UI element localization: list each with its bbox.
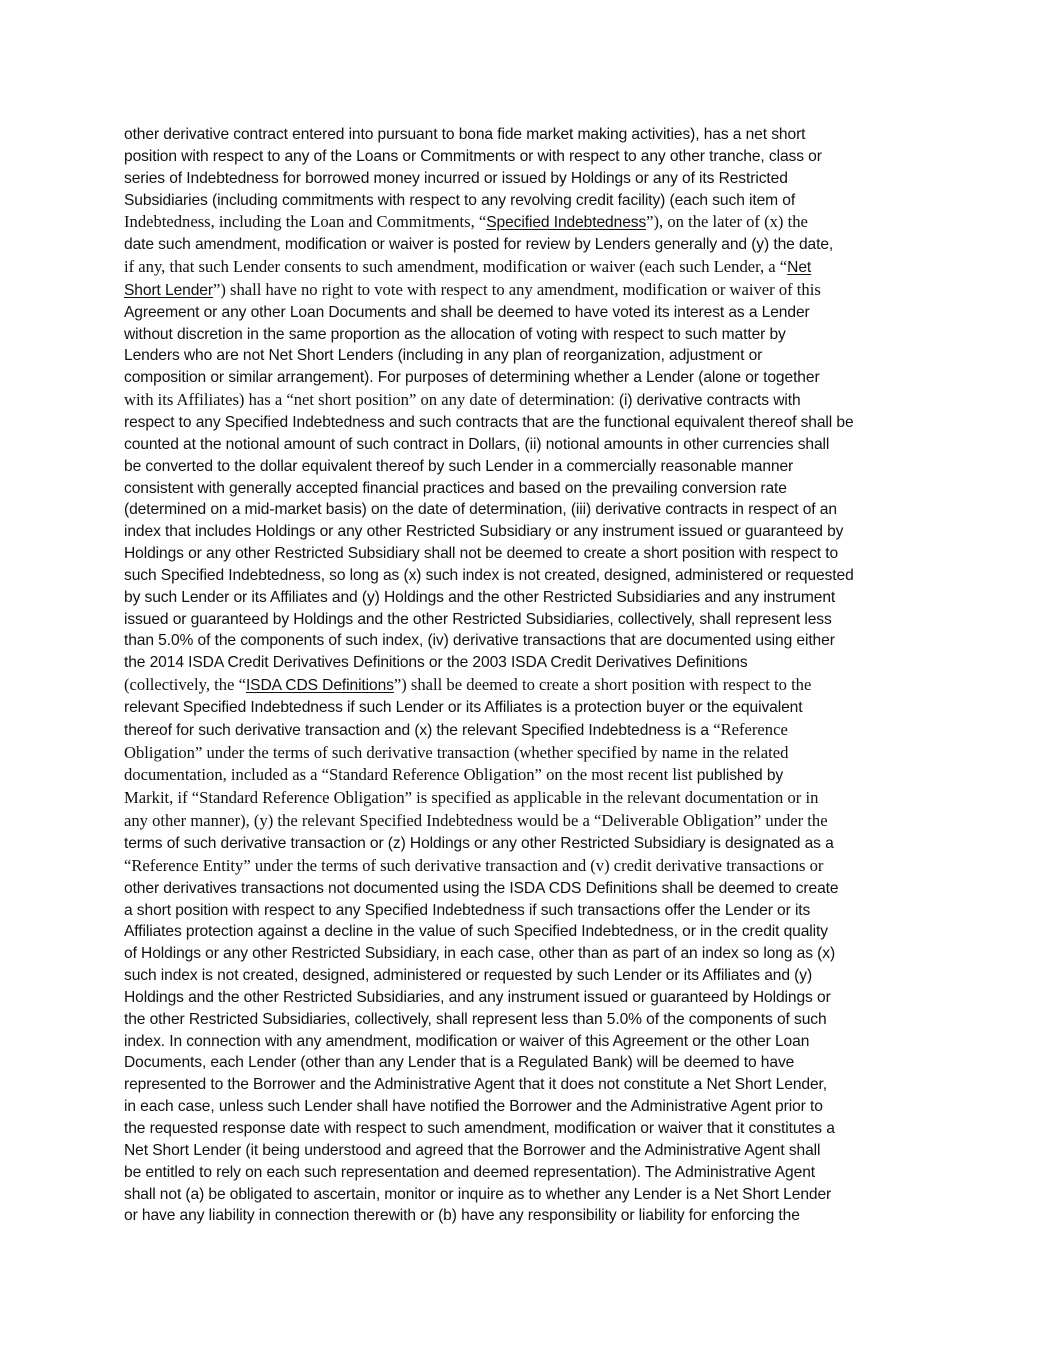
text-line: Net Short Lender (it being understood and agreed that the Borrower and the Administrative Agent shall — [124, 1141, 821, 1159]
text-line: Agreement or any other Loan Documents and shall be deemed to have voted its interest as a Lender — [124, 303, 810, 321]
text-line: or have any liability in connection therewith or (b) have any responsibility or liability for enforcing the — [124, 1207, 800, 1225]
text-line — [124, 211, 940, 234]
text-line — [124, 764, 940, 787]
body-paragraph — [124, 124, 940, 1227]
text-line: Holdings or any other Restricted Subsidiary shall not be deemed to create a short position with respect to — [124, 545, 839, 563]
text-line — [124, 742, 940, 765]
defined-term: Net — [787, 259, 812, 277]
text-line: date such amendment, modification or waiver is posted for review by Lenders generally and (y) the date, — [124, 236, 834, 254]
text-line: relevant Specified Indebtedness if such Lender or its Affiliates is a protection buyer or the equivalent — [124, 698, 803, 716]
text-line — [124, 810, 940, 833]
text-line: in each case, unless such Lender shall have notified the Borrower and the Administrative Agent prior to — [124, 1098, 823, 1116]
text-line: the other Restricted Subsidiaries, collectively, shall represent less than 5.0% of the components of such — [124, 1010, 827, 1028]
text-segment: (collectively, the “ — [124, 675, 246, 695]
text-segment: ”) shall be deemed to create a short position with respect to the — [393, 675, 812, 695]
text-line: respect to any Specified Indebtedness and such contracts that are the functional equivalent thereof shall be — [124, 413, 854, 431]
text-line: than 5.0% of the components of such index, (iv) derivative transactions that are documented using either — [124, 632, 835, 650]
text-line — [124, 855, 940, 878]
defined-term: ISDA CDS Definitions — [245, 677, 394, 695]
text-line: issued or guaranteed by Holdings and the other Restricted Subsidiaries, collectively, shall represent less — [124, 610, 832, 628]
text-segment: Markit, if “Standard Reference Obligation” is specified as applicable in the relevant documentation or in — [124, 788, 819, 808]
text-line: consistent with generally accepted financial practices and based on the prevailing conversion rate — [124, 479, 787, 497]
text-segment: “Reference — [713, 719, 788, 739]
text-segment: if any, that such Lender consents to such amendment, modification or waiver (each such Lender, a “ — [124, 257, 788, 277]
text-line — [124, 389, 940, 412]
text-segment: thereof for such derivative transaction and (x) the relevant Specified Indebtedness is a — [124, 721, 714, 739]
text-line: series of Indebtedness for borrowed money incurred or issued by Holdings or any of its Restricted — [124, 169, 788, 187]
text-line: (determined on a mid-market basis) on the date of determination, (iii) derivative contracts in respect of an — [124, 501, 837, 519]
text-line: position with respect to any of the Loans or Commitments or with respect to any other tranche, class or — [124, 147, 822, 165]
text-line: Affiliates protection against a decline in the value of such Specified Indebtedness, or in the credit quality — [124, 923, 828, 941]
text-line: other derivative contract entered into pursuant to bona fide market making activities), has a net short — [124, 126, 806, 143]
text-line: the requested response date with respect to such amendment, modification or waiver that it constitutes a — [124, 1119, 835, 1137]
text-line: such index is not created, designed, administered or requested by such Lender or its Affiliates and (y) — [124, 967, 813, 985]
text-segment: mination: (i) derivative contracts with — [552, 392, 801, 410]
text-line: other derivatives transactions not documented using the ISDA CDS Definitions shall be deemed to create — [124, 879, 839, 897]
text-line: Lenders who are not Net Short Lenders (including in any plan of reorganization, adjustment or — [124, 347, 763, 365]
text-line: be converted to the dollar equivalent thereof by such Lender in a commercially reasonable manner — [124, 457, 794, 475]
text-line: a short position with respect to any Specified Indebtedness if such transactions offer the Lender or its — [124, 901, 811, 919]
text-line: of Holdings or any other Restricted Subsidiary, in each case, other than as part of an index so long as (x) — [124, 945, 836, 963]
text-segment: any other manner), (y) the relevant Specified Indebtedness would be a “Deliverable Obligation” under the — [124, 811, 828, 831]
text-line: terms of such derivative transaction or (z) Holdings or any other Restricted Subsidiary is designated as a — [124, 835, 834, 852]
text-segment: Obligation” under the terms of such derivative transaction (whether specified by name in the related — [124, 742, 789, 762]
text-line: without discretion in the same proportion as the allocation of voting with respect to such matter by — [124, 325, 786, 343]
text-segment: with its Affiliates) has a “net short position” on any date of deter — [124, 390, 553, 410]
text-segment: Indebtedness, including the Loan and Commitments, “ — [124, 212, 487, 232]
text-line: counted at the notional amount of such contract in Dollars, (ii) notional amounts in other currencies shall — [124, 435, 830, 453]
text-line: Documents, each Lender (other than any Lender that is a Regulated Bank) will be deemed to have — [124, 1054, 795, 1072]
text-line — [124, 719, 940, 742]
text-segment: ”), on the later of (x) the — [646, 212, 808, 232]
text-line: represented to the Borrower and the Administrative Agent that it does not constitute a Net Short Lender, — [124, 1076, 828, 1094]
text-line: Holdings and the other Restricted Subsidiaries, and any instrument issued or guaranteed by Holdings or — [124, 988, 831, 1006]
text-segment: “Reference Entity” under the terms of such derivative transaction and (v) credit derivative transactions or — [124, 855, 824, 875]
text-line: by such Lender or its Affiliates and (y) Holdings and the other Restricted Subsidiaries and any instrument — [124, 588, 836, 606]
text-line: the 2014 ISDA Credit Derivatives Definitions or the 2003 ISDA Credit Derivatives Definitions — [124, 654, 748, 672]
text-line: such Specified Indebtedness, so long as (x) such index is not created, designed, administered or requested — [124, 566, 854, 584]
text-line: shall not (a) be obligated to ascertain, monitor or inquire as to whether any Lender is a Net Short Lender — [124, 1185, 832, 1203]
defined-term: Specified Indebtedness — [486, 214, 647, 232]
text-line: composition or similar arrangement). For purposes of determining whether a Lender (alone or together — [124, 369, 820, 387]
defined-term: Short Lender — [124, 281, 213, 299]
text-line: be entitled to rely on each such representation and deemed representation). The Administrative Agent — [124, 1163, 816, 1181]
text-segment: published by — [696, 767, 784, 785]
text-line — [124, 674, 940, 697]
text-segment: documentation, included as a “Standard Reference Obligation” on the most recent list — [124, 765, 697, 785]
text-line — [124, 279, 940, 302]
text-line — [124, 256, 940, 279]
text-segment: ”) shall have no right to vote with respect to any amendment, modification or waiver of this — [212, 279, 821, 299]
text-line: index that includes Holdings or any other Restricted Subsidiary or any instrument issued or guaranteed by — [124, 523, 844, 541]
text-line — [124, 787, 940, 810]
text-line: Subsidiaries (including commitments with respect to any revolving credit facility) (each such item of — [124, 191, 796, 209]
text-line: index. In connection with any amendment, modification or waiver of this Agreement or the other Loan — [124, 1032, 810, 1050]
